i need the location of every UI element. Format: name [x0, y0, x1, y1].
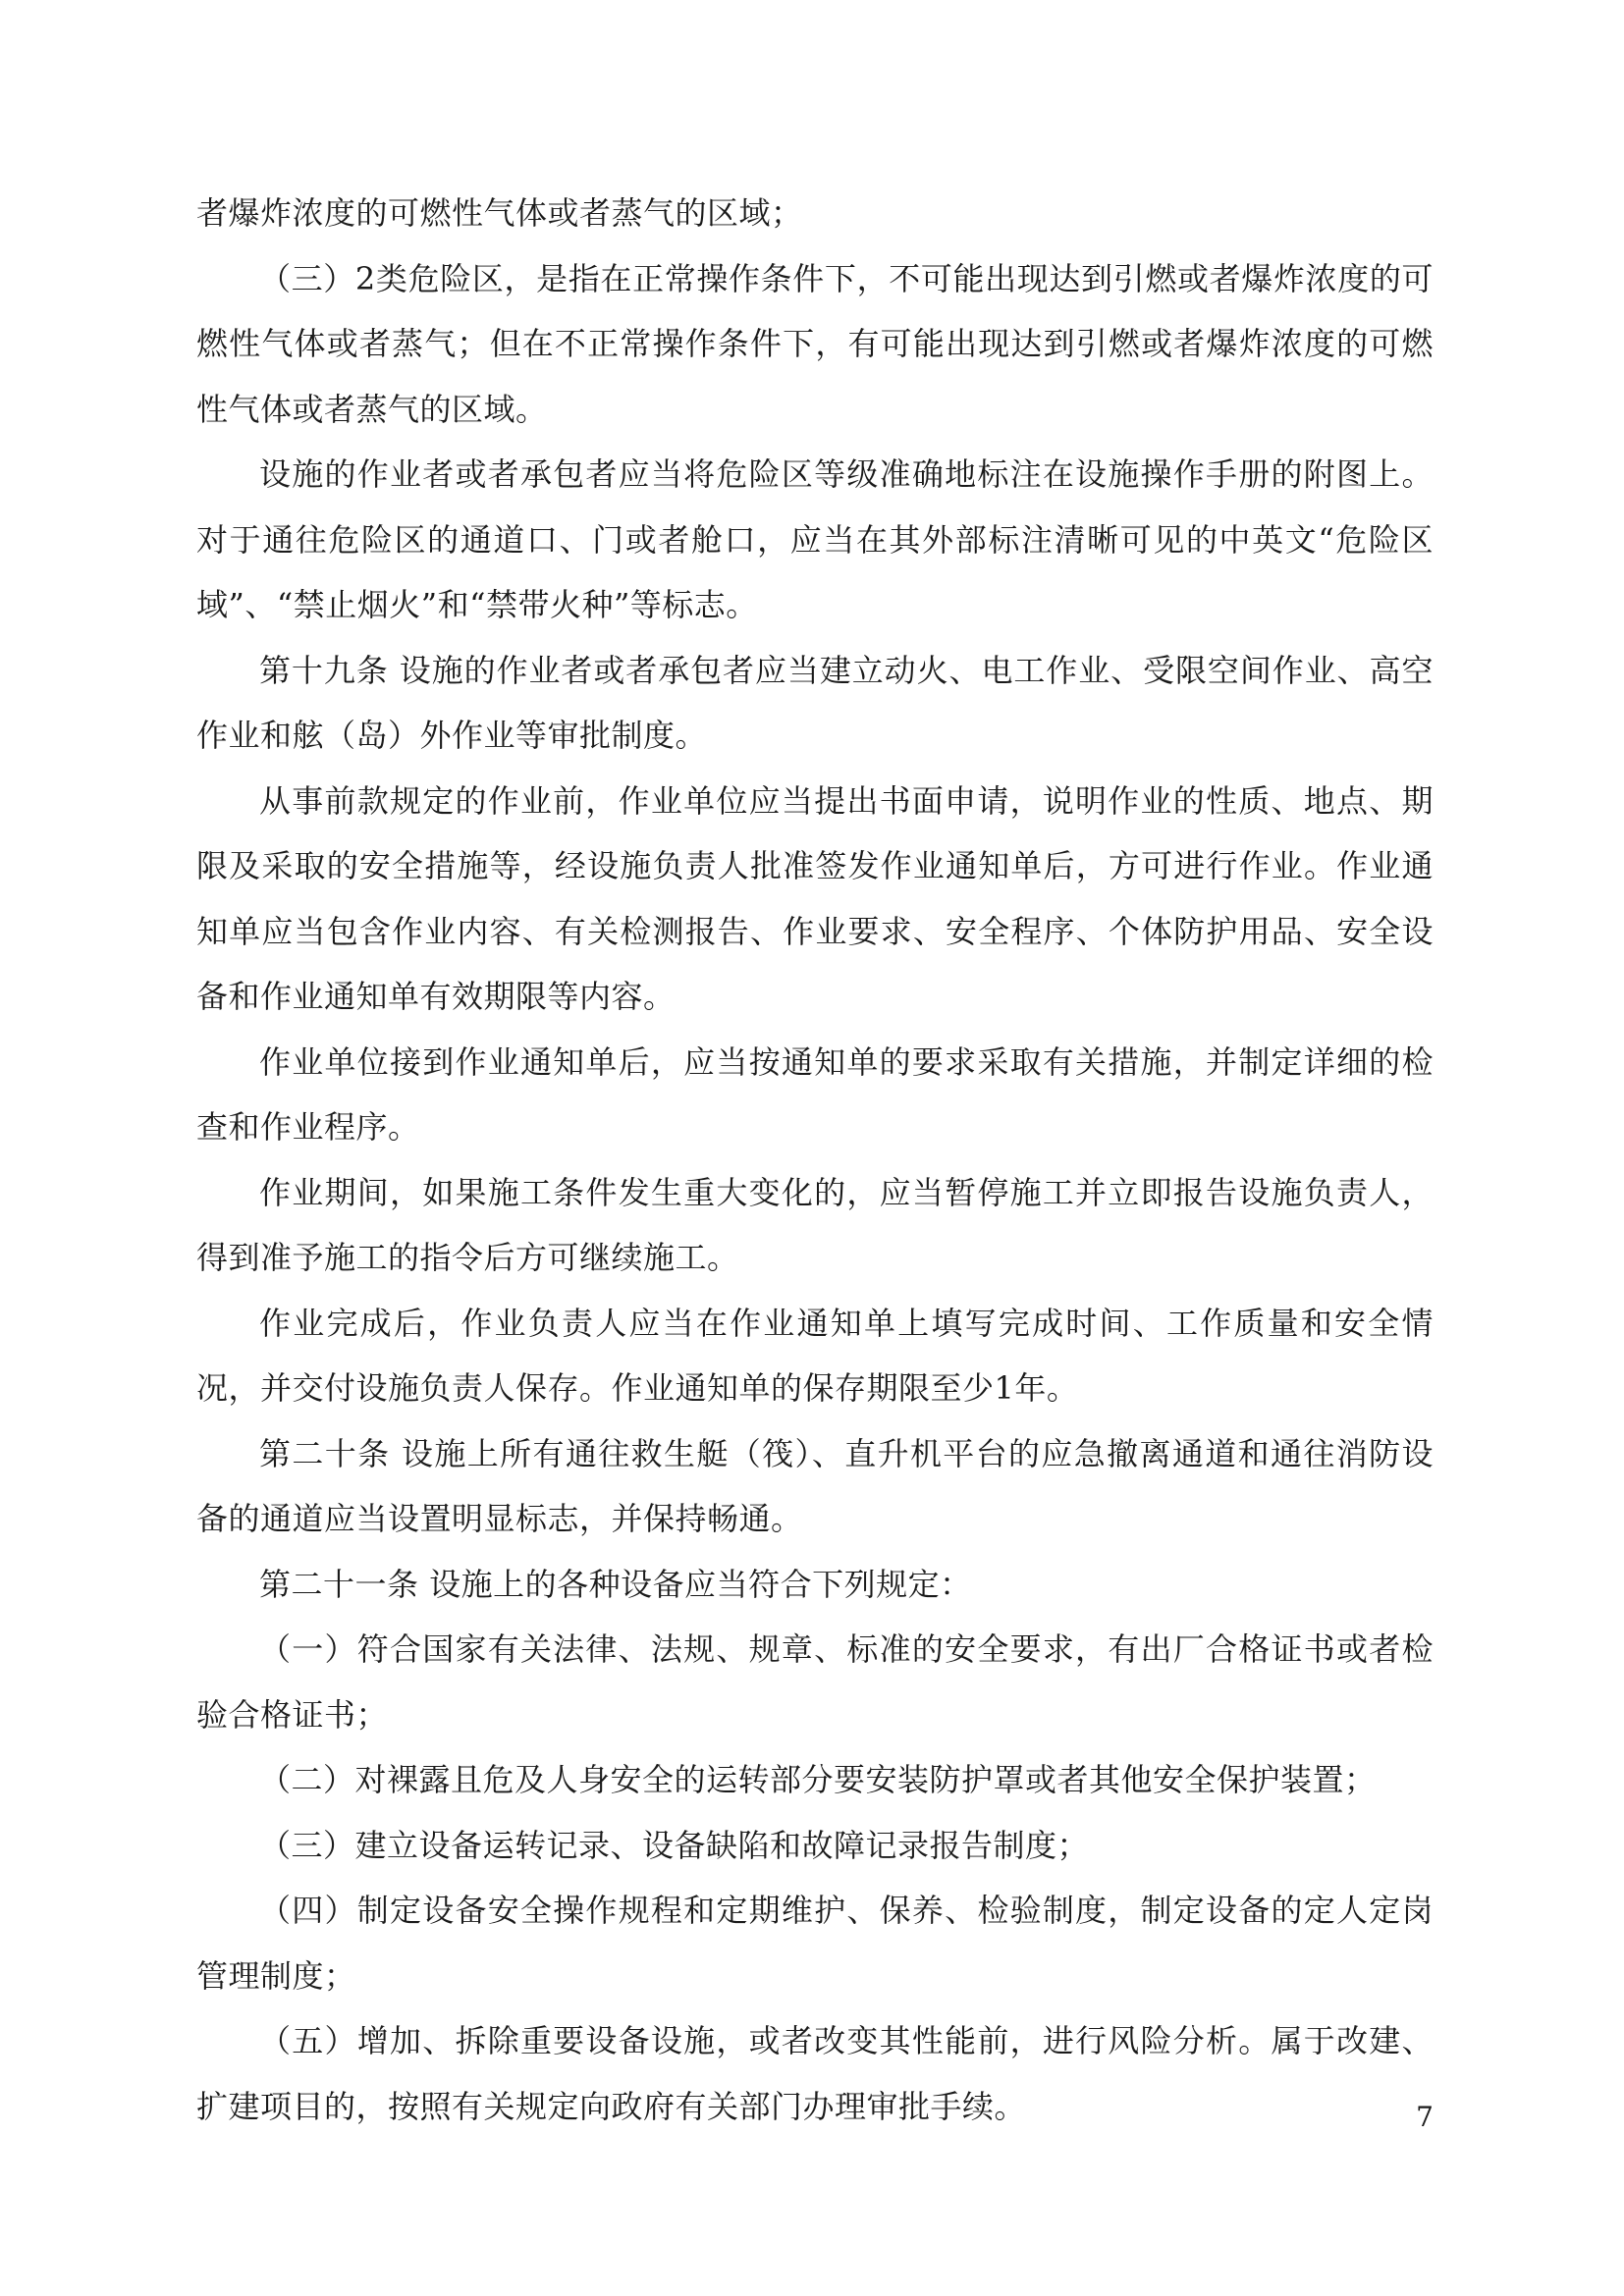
paragraph-work-completion: 作业完成后，作业负责人应当在作业通知单上填写完成时间、工作质量和安全情况，并交付设施负责人保存。作业通知单的保存期限至少1年。 — [196, 1304, 1434, 1407]
paragraph-class-2-danger-zone: （三）2类危险区，是指在正常操作条件下，不可能出现达到引燃或者爆炸浓度的可燃性气体或者蒸气；但在不正常操作条件下，有可能出现达到引燃或者爆炸浓度的可燃性气体或者蒸气的区域。 — [196, 259, 1434, 428]
paragraph-work-condition-change: 作业期间，如果施工条件发生重大变化的，应当暂停施工并立即报告设施负责人，得到准予施工的指令后方可继续施工。 — [196, 1173, 1434, 1276]
paragraph-article-21-item-1: （一）符合国家有关法律、法规、规章、标准的安全要求，有出厂合格证书或者检验合格证书； — [196, 1630, 1434, 1734]
paragraph-article-21-item-2: （二）对裸露且危及人身安全的运转部分要安装防护罩或者其他安全保护装置； — [259, 1761, 1377, 1798]
paragraph-work-notice-received: 作业单位接到作业通知单后，应当按通知单的要求采取有关措施，并制定详细的检查和作业程序。 — [196, 1042, 1434, 1146]
paragraph-danger-zone-marking: 设施的作业者或者承包者应当将危险区等级准确地标注在设施操作手册的附图上。对于通往危险区的通道口、门或者舱口，应当在其外部标注清晰可见的中英文“危险区域”、“禁止烟火”和“禁带火种”等标志。 — [196, 455, 1434, 623]
paragraph-article-21-item-4: （四）制定设备安全操作规程和定期维护、保养、检验制度，制定设备的定人定岗管理制度； — [196, 1892, 1434, 1995]
paragraph-article-20: 第二十条 设施上所有通往救生艇（筏）、直升机平台的应急撤离通道和通往消防设备的通道应当设置明显标志，并保持畅通。 — [196, 1434, 1434, 1537]
paragraph-article-21-item-5: （五）增加、拆除重要设备设施，或者改变其性能前，进行风险分析。属于改建、扩建项目的，按照有关规定向政府有关部门办理审批手续。 — [196, 2022, 1434, 2125]
paragraph-continuation: 者爆炸浓度的可燃性气体或者蒸气的区域； — [196, 194, 803, 232]
paragraph-article-21-item-3: （三）建立设备运转记录、设备缺陷和故障记录报告制度； — [259, 1826, 1090, 1864]
paragraph-article-19: 第十九条 设施的作业者或者承包者应当建立动火、电工作业、受限空间作业、高空作业和舷（岛）外作业等审批制度。 — [196, 651, 1434, 754]
body-text — [196, 181, 1434, 2139]
page-number: 7 — [1416, 2101, 1434, 2133]
paragraph-work-application: 从事前款规定的作业前，作业单位应当提出书面申请，说明作业的性质、地点、期限及采取的安全措施等，经设施负责人批准签发作业通知单后，方可进行作业。作业通知单应当包含作业内容、有关检测报告、作业要求、安全程序、个体防护用品、安全设备和作业通知单有效期限等内容。 — [196, 781, 1434, 1015]
paragraph-article-21: 第二十一条 设施上的各种设备应当符合下列规定： — [259, 1565, 972, 1603]
